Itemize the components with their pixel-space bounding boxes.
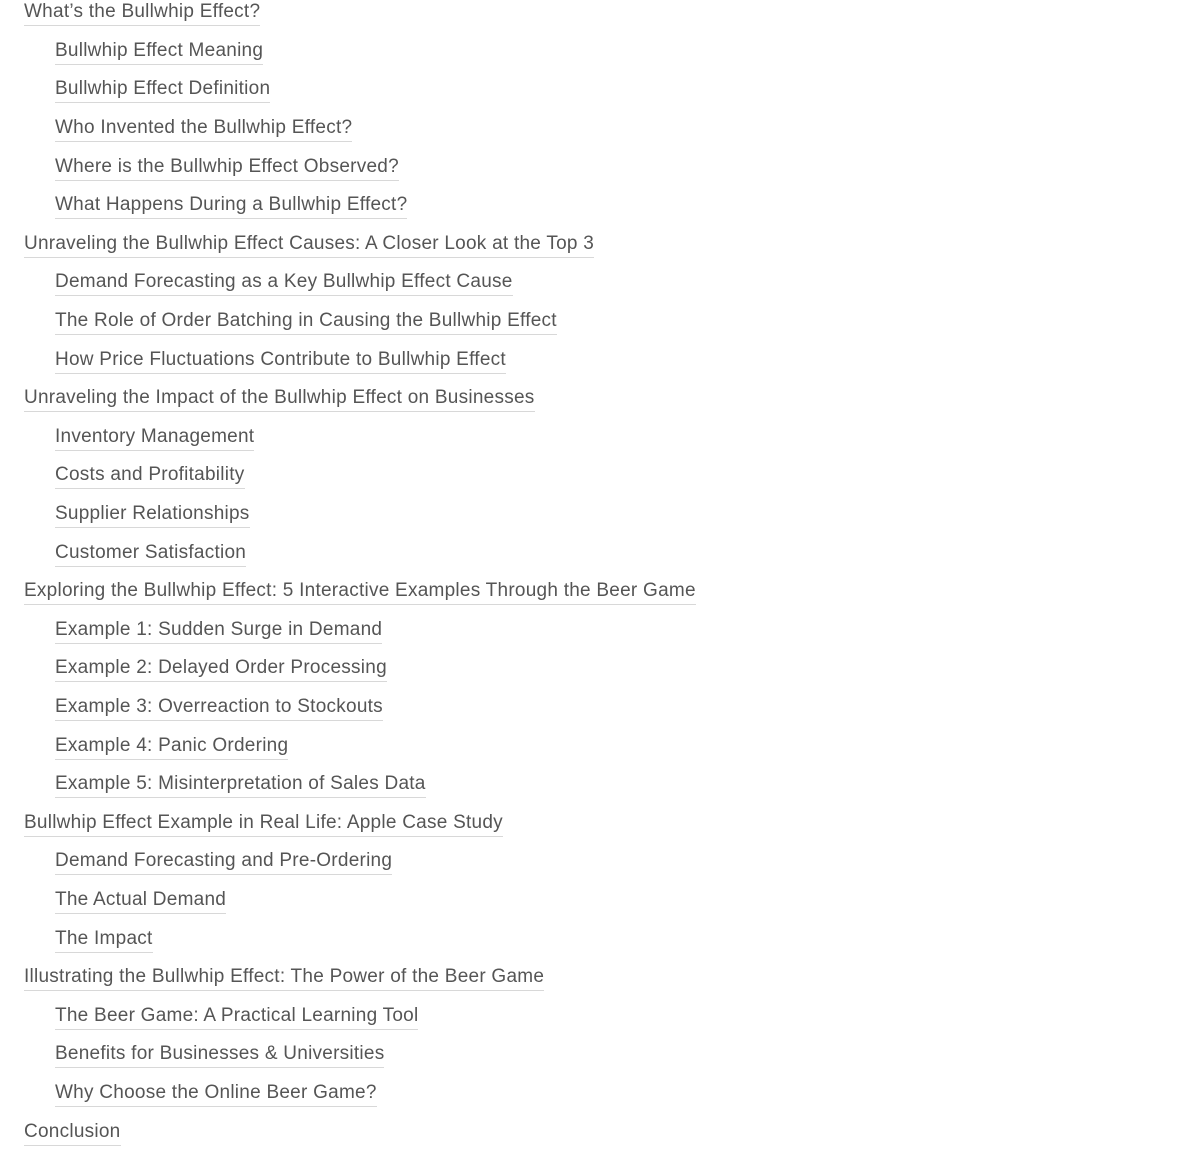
toc-subsection xyxy=(0,33,1200,72)
toc-section xyxy=(0,959,1200,998)
toc-subsection-link[interactable]: Costs and Profitability xyxy=(55,463,245,489)
toc-subsection xyxy=(0,689,1200,728)
toc-subsection xyxy=(0,727,1200,766)
toc-subsection-link[interactable]: Example 5: Misinterpretation of Sales Data xyxy=(55,772,426,798)
toc-subsection xyxy=(0,341,1200,380)
toc-subsection-link[interactable]: The Actual Demand xyxy=(55,888,226,914)
toc-section xyxy=(0,804,1200,843)
toc-section-link[interactable]: What’s the Bullwhip Effect? xyxy=(24,0,260,26)
toc-subsection-link[interactable]: The Role of Order Batching in Causing the Bullwhip Effect xyxy=(55,309,557,335)
toc-subsection xyxy=(0,650,1200,689)
toc-subsection xyxy=(0,882,1200,921)
toc-section xyxy=(0,1113,1200,1152)
toc-subsection xyxy=(0,187,1200,226)
toc-subsection-link[interactable]: Bullwhip Effect Meaning xyxy=(55,39,263,65)
toc-section xyxy=(0,573,1200,612)
toc-subsection-link[interactable]: Demand Forecasting and Pre-Ordering xyxy=(55,849,392,875)
toc-subsection-link[interactable]: Supplier Relationships xyxy=(55,502,250,528)
toc-section xyxy=(0,226,1200,265)
toc-subsection-link[interactable]: Example 3: Overreaction to Stockouts xyxy=(55,695,383,721)
toc-subsection-link[interactable]: Example 1: Sudden Surge in Demand xyxy=(55,618,382,644)
toc-subsection-link[interactable]: Why Choose the Online Beer Game? xyxy=(55,1081,377,1107)
toc-section-link[interactable]: Bullwhip Effect Example in Real Life: Apple Case Study xyxy=(24,811,503,837)
toc-subsection xyxy=(0,148,1200,187)
toc-subsection-link[interactable]: Example 2: Delayed Order Processing xyxy=(55,656,387,682)
toc-subsection xyxy=(0,997,1200,1036)
toc-subsection xyxy=(0,1036,1200,1075)
toc-section-link[interactable]: Conclusion xyxy=(24,1120,121,1146)
toc-subsection-link[interactable]: What Happens During a Bullwhip Effect? xyxy=(55,193,407,219)
toc-subsection xyxy=(0,457,1200,496)
toc-subsection-link[interactable]: Customer Satisfaction xyxy=(55,541,246,567)
toc-subsection-link[interactable]: Demand Forecasting as a Key Bullwhip Effect Cause xyxy=(55,270,513,296)
toc-subsection xyxy=(0,843,1200,882)
toc-section xyxy=(0,380,1200,419)
toc-subsection xyxy=(0,419,1200,458)
toc-section xyxy=(0,0,1200,33)
toc-subsection-link[interactable]: The Impact xyxy=(55,927,153,953)
toc-subsection xyxy=(0,303,1200,342)
toc-subsection-link[interactable]: Example 4: Panic Ordering xyxy=(55,734,288,760)
toc-subsection xyxy=(0,1075,1200,1114)
toc-subsection xyxy=(0,612,1200,651)
toc-section-link[interactable]: Exploring the Bullwhip Effect: 5 Interactive Examples Through the Beer Game xyxy=(24,579,696,605)
toc-section-link[interactable]: Unraveling the Impact of the Bullwhip Effect on Businesses xyxy=(24,386,535,412)
toc-subsection-link[interactable]: Benefits for Businesses & Universities xyxy=(55,1042,384,1068)
toc-subsection-link[interactable]: Where is the Bullwhip Effect Observed? xyxy=(55,155,399,181)
toc-subsection-link[interactable]: Inventory Management xyxy=(55,425,254,451)
toc-subsection-link[interactable]: Bullwhip Effect Definition xyxy=(55,77,270,103)
toc-subsection xyxy=(0,110,1200,149)
toc-subsection xyxy=(0,496,1200,535)
toc-subsection xyxy=(0,71,1200,110)
toc-subsection xyxy=(0,920,1200,959)
toc-section-link[interactable]: Illustrating the Bullwhip Effect: The Power of the Beer Game xyxy=(24,965,544,991)
toc-section-link[interactable]: Unraveling the Bullwhip Effect Causes: A Closer Look at the Top 3 xyxy=(24,232,594,258)
toc-subsection-link[interactable]: How Price Fluctuations Contribute to Bullwhip Effect xyxy=(55,348,506,374)
toc-subsection-link[interactable]: The Beer Game: A Practical Learning Tool xyxy=(55,1004,418,1030)
toc-subsection-link[interactable]: Who Invented the Bullwhip Effect? xyxy=(55,116,352,142)
toc-subsection xyxy=(0,264,1200,303)
toc-subsection xyxy=(0,766,1200,805)
toc-subsection xyxy=(0,534,1200,573)
